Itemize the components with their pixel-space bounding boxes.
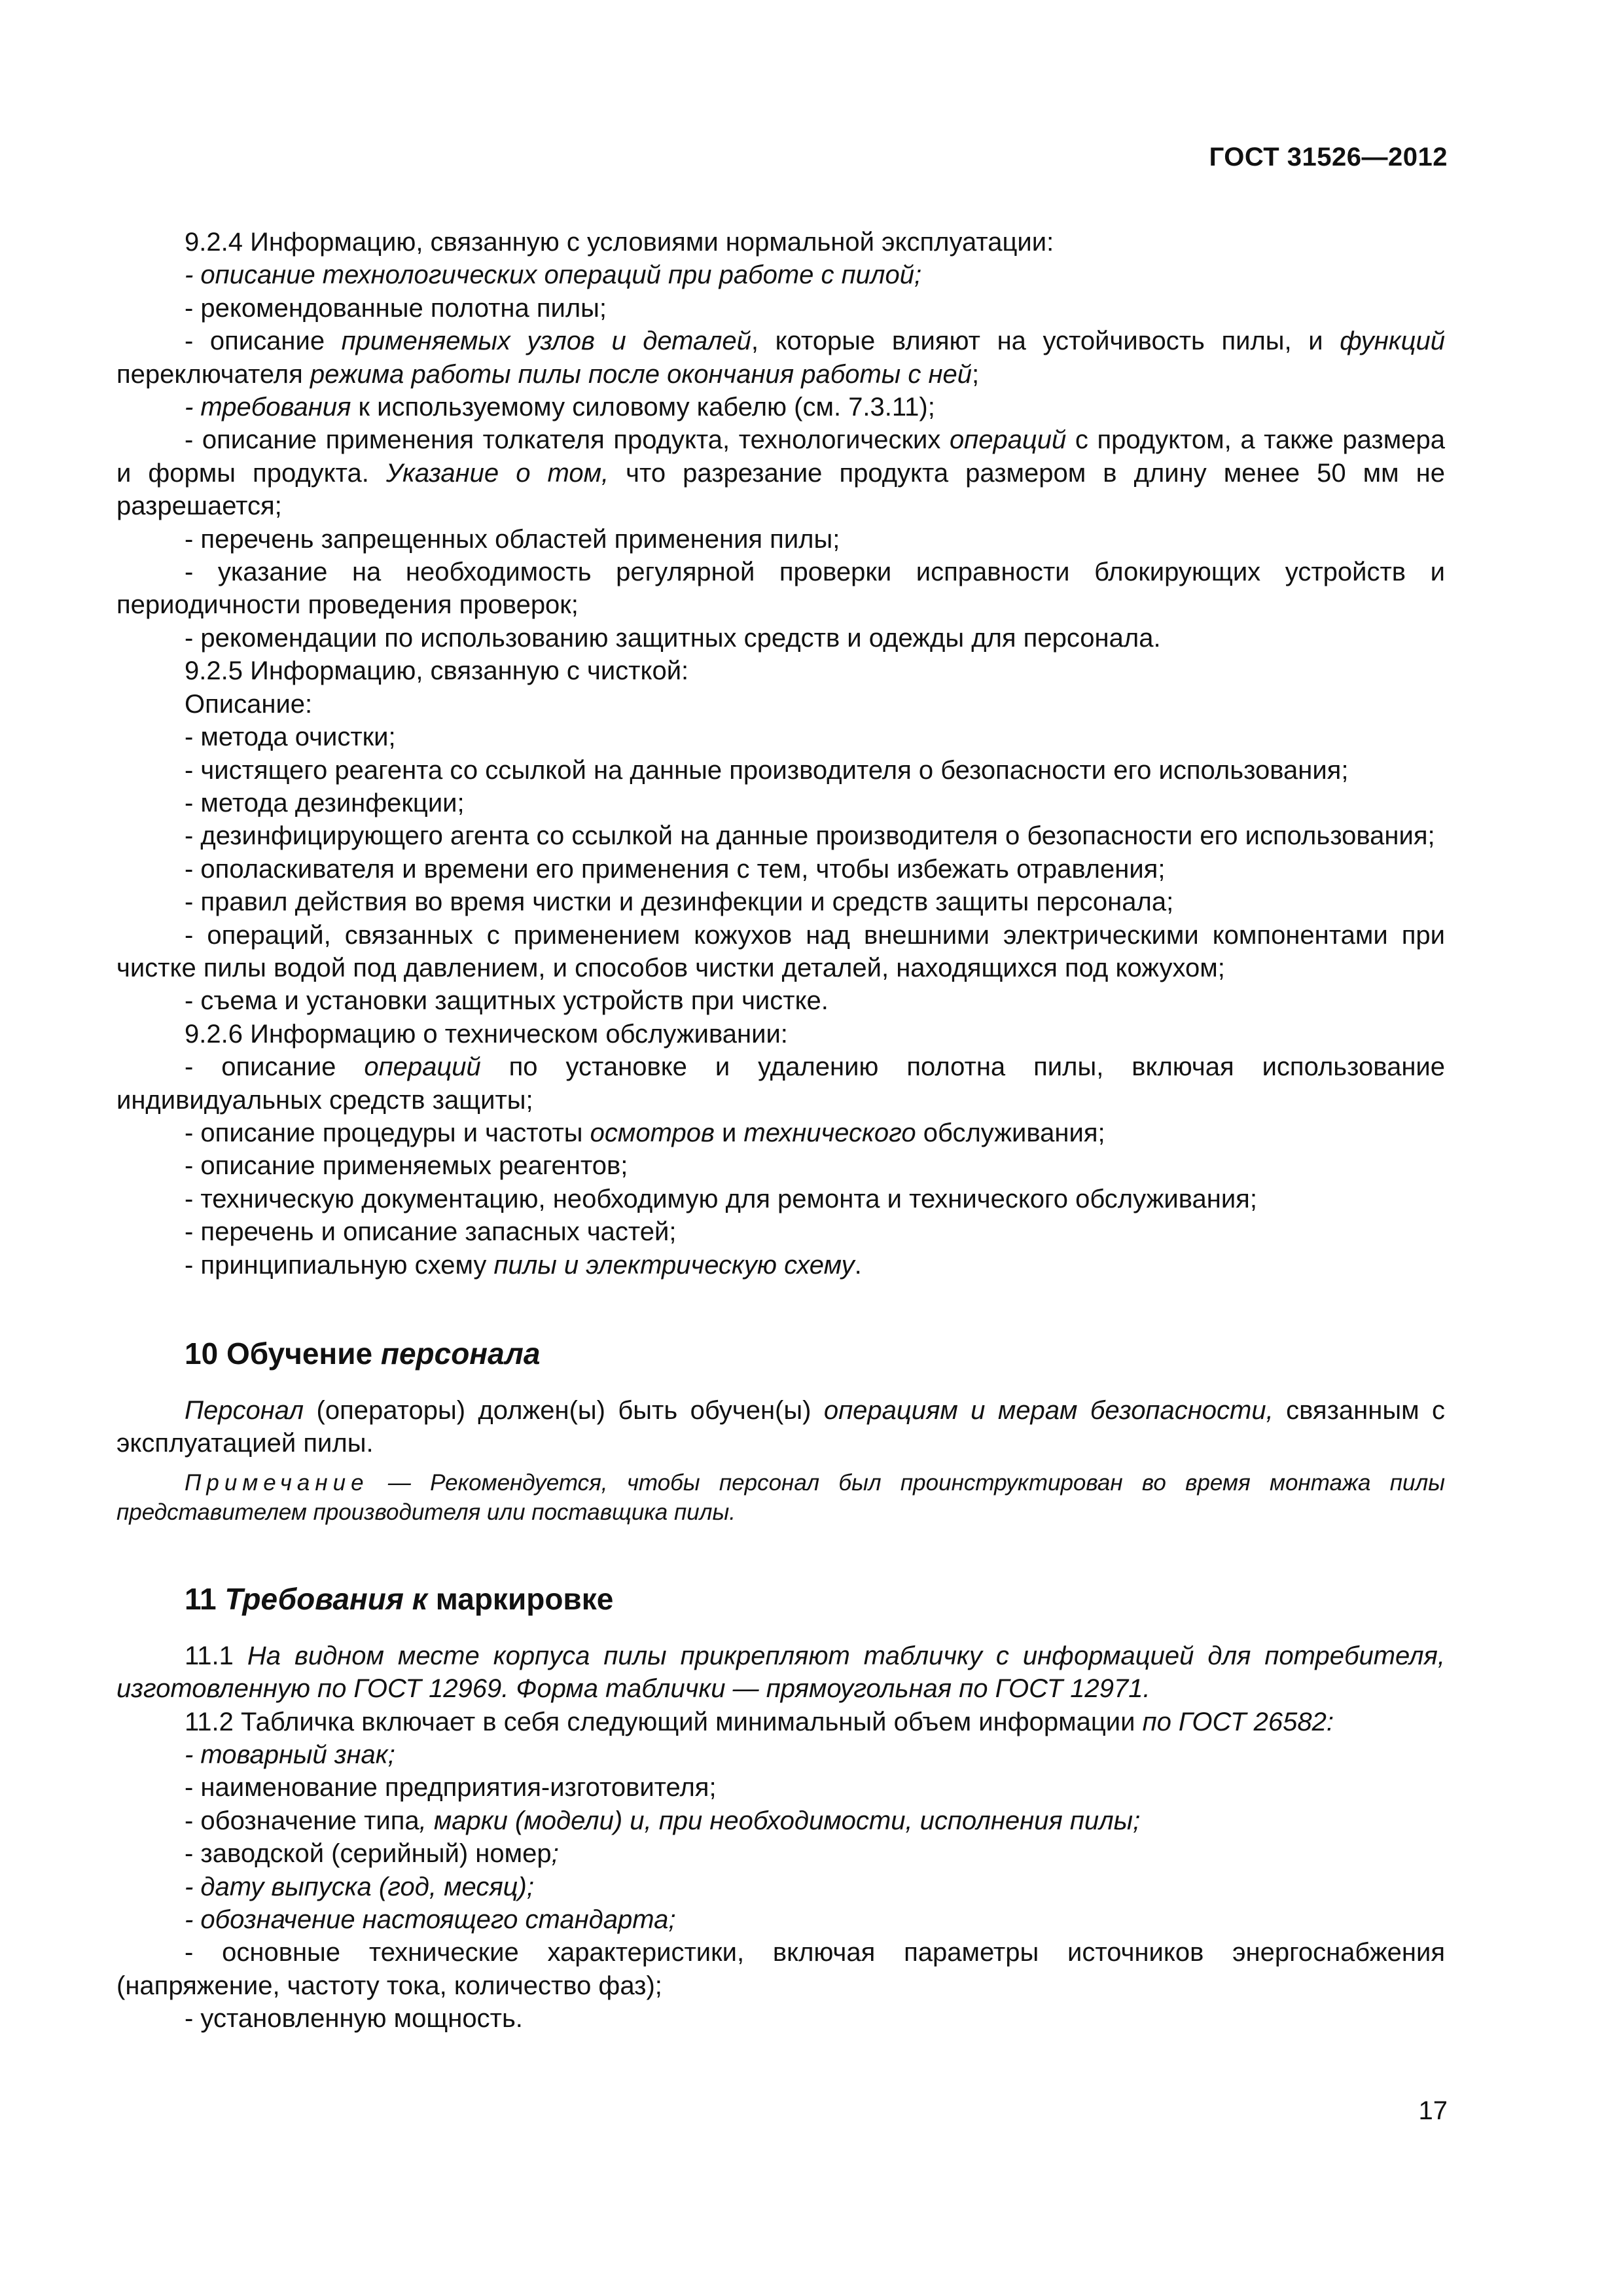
list-item: - ополаскивателя и времени его применения с тем, чтобы избежать отравления; [185,854,1166,884]
text: - описание применения толкателя продукта, технологических [185,425,950,455]
text: - обозначение типа [185,1806,419,1835]
page-number: 17 [1418,2096,1448,2125]
list-item: - операций, связанных с применением кожухов над внешними электрическими компонентами при чистке пилы водой под давлением, и способов чистки деталей, находящихся под кожухом; [116,920,1445,982]
text: по установке и удалению полотна пилы, включая использование индивидуальных средств защиты; [116,1052,1445,1115]
note-text: — Рекомендуется, чтобы персонал был проинструктирован во время монтажа пилы представителем производителя или поставщика пилы. [116,1469,1445,1525]
list-item: - чистящего реагента со ссылкой на данные производителя о безопасности его использования; [185,755,1349,785]
paragraph: 9.2.4 Информацию, связанную с условиями нормальной эксплуатации: [185,228,1054,257]
list-item [116,1117,1445,1149]
italic-text: осмотров [590,1118,715,1147]
italic-text: Персонал [185,1396,304,1425]
text: к используемому силовому кабелю (см. 7.3.11); [351,393,935,422]
text: . [854,1250,862,1280]
list-item: - описание применяемых реагентов; [185,1151,628,1181]
italic-text: операциям и мерам безопасности, [823,1396,1274,1425]
list-item: - рекомендованные полотна пилы; [185,293,607,323]
list-item [116,391,1445,423]
italic-text: На видном месте корпуса пилы прикрепляют табличку с информацией для потребителя, изготовленную по ГОСТ 12969. Форма таблички — прямоугольная по ГОСТ 12971. [116,1641,1446,1704]
text: 11.2 Табличка включает в себя следующий минимальный объем информации [185,1707,1143,1736]
list-item: - съема и установки защитных устройств при чистке. [185,986,829,1016]
text: (операторы) должен(ы) быть обучен(ы) [304,1396,824,1425]
italic-text: , марки (модели) и, при необходимости, исполнения пилы; [419,1806,1141,1835]
italic-text: пилы и электрическую схему [493,1250,855,1280]
text: что разрезание продукта размером в длину менее 50 мм не разрешается; [116,458,1445,521]
note-label: Примечание [185,1469,369,1496]
text: - описание процедуры и частоты [185,1118,590,1147]
italic-text: - требования [185,393,351,422]
list-item: - установленную мощность. [185,2004,523,2034]
italic-text: операций [949,425,1067,455]
text: - описание [185,1052,365,1082]
list-item [116,259,1445,291]
italic-text: применяемых узлов и деталей [341,327,751,356]
italic-text: - дату выпуска (год, месяц); [185,1872,534,1901]
italic-text: Указание о том, [385,458,609,488]
heading-text: маркировке [427,1581,614,1616]
list-item [116,1804,1445,1837]
text: - принципиальную схему [185,1250,494,1280]
italic-text: операций [364,1052,481,1082]
italic-text: режима работы пилы после окончания работы с ней [310,359,972,389]
heading-text: 11 [185,1581,225,1616]
section-heading-11 [116,1581,1445,1617]
italic-text: технического [743,1118,916,1147]
heading-italic-text: Требования к [224,1581,428,1616]
text: и [714,1118,744,1147]
list-item [116,1249,1445,1282]
list-item: - метода дезинфекции; [185,788,465,817]
italic-text: ; [551,1839,559,1869]
paragraph: 9.2.5 Информацию, связанную с чисткой: [185,656,689,686]
text: с продуктом, а также размера и формы продукта. [116,425,1445,488]
list-item: - рекомендации по использованию защитных средств и одежды для персонала. [185,623,1161,653]
list-item: - метода очистки; [185,723,396,752]
list-item [116,325,1445,391]
list-item: - указание на необходимость регулярной проверки исправности блокирующих устройств и периодичности проведения проверок; [116,558,1445,620]
paragraph: 9.2.6 Информацию о техническом обслуживании: [185,1019,788,1049]
list-item: - перечень запрещенных областей применения пилы; [185,524,840,554]
text: , которые влияют на устойчивость пилы, и [751,327,1340,356]
text: ; [971,359,980,389]
text: связанным с эксплуатацией пилы. [116,1396,1445,1458]
list-item [116,423,1445,522]
document-header: ГОСТ 31526—2012 [1209,143,1448,171]
italic-text: - обозначение настоящего стандарта; [185,1905,676,1935]
document-body [116,226,1445,2036]
text: - заводской (серийный) номер [185,1839,552,1869]
paragraph: Описание: [185,689,313,719]
note [116,1468,1445,1527]
list-item: - техническую документацию, необходимую для ремонта и технического обслуживания; [185,1184,1257,1213]
spacer [116,1282,1445,1335]
list-item: - дезинфицирующего агента со ссылкой на данные производителя о безопасности его использования; [185,821,1435,851]
text: переключателя [116,359,310,389]
text: обслуживания; [916,1118,1105,1147]
section-heading-10 [116,1335,1445,1372]
italic-text: - товарный знак; [185,1740,395,1770]
list-item [116,1871,1445,1903]
italic-text: - описание технологических операций при работе с пилой; [185,260,922,290]
heading-text: 10 Обучение [185,1336,381,1371]
list-item: - перечень и описание запасных частей; [185,1217,677,1247]
list-item [116,1903,1445,1936]
paragraph [116,1706,1445,1738]
spacer [116,1527,1445,1581]
italic-text: по ГОСТ 26582: [1142,1707,1334,1736]
list-item [116,1738,1445,1771]
text: - описание [185,327,342,356]
list-item [116,1050,1445,1117]
paragraph [116,1394,1445,1460]
list-item [116,1837,1445,1870]
list-item: - наименование предприятия-изготовителя; [185,1773,717,1803]
paragraph [116,1640,1445,1706]
heading-italic-text: персонала [380,1336,541,1371]
text: 11.1 [185,1641,247,1670]
list-item: - основные технические характеристики, включая параметры источников энергоснабжения (напряжение, частоту тока, количество фаз); [116,1938,1445,2000]
italic-text: функций [1340,327,1445,356]
list-item: - правил действия во время чистки и дезинфекции и средств защиты персонала; [185,888,1174,917]
